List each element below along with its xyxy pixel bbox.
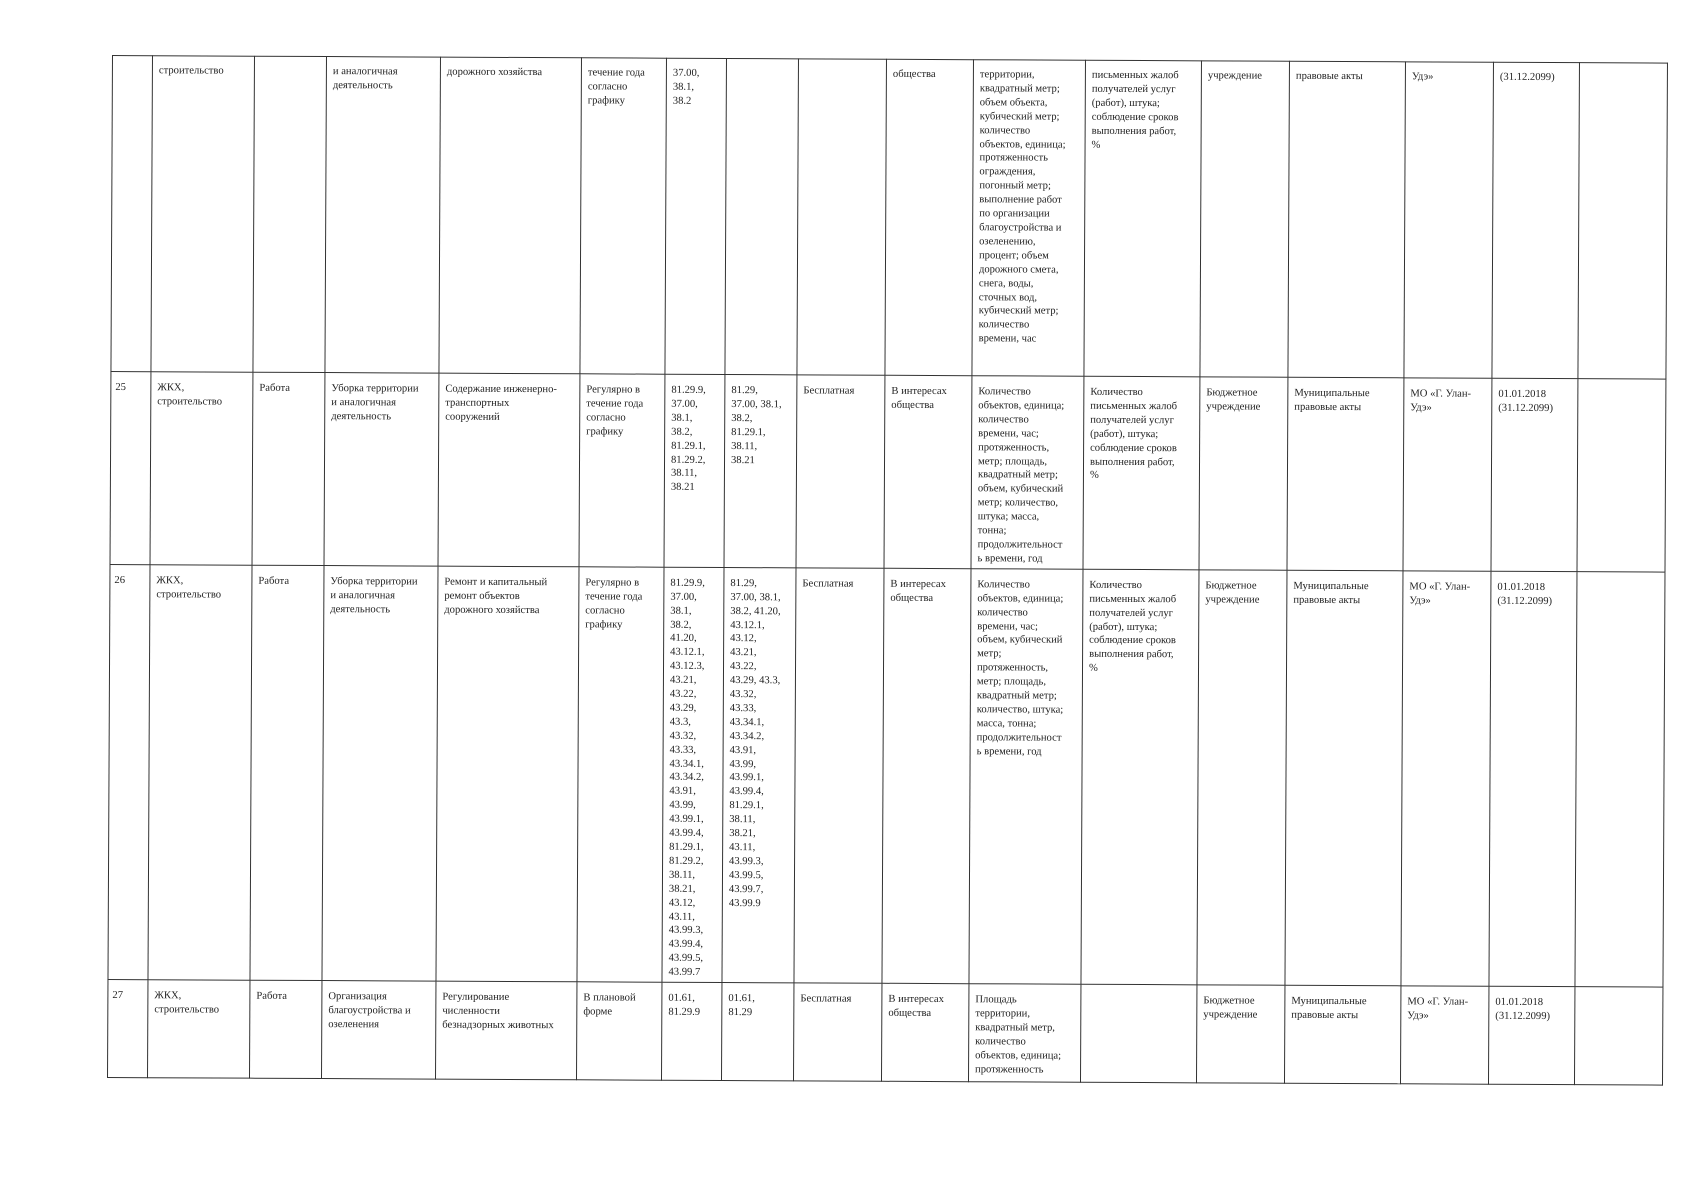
okved-cell: 01.61, 81.29.9	[661, 982, 721, 1080]
legal-basis-cell: правовые акты	[1288, 61, 1406, 378]
beneficiary-cell: В интересах общества	[884, 375, 972, 568]
services-register-table	[107, 55, 1668, 1086]
legal-basis-cell: Муниципальные правовые акты	[1285, 570, 1403, 986]
terms-cell: В плановой форме	[576, 982, 661, 1080]
extra-cell	[1578, 63, 1668, 379]
terms-cell: течение года согласно графику	[580, 58, 667, 374]
type-cell: Работа	[252, 372, 325, 565]
terms-cell: Регулярно в течение года согласно графику	[579, 374, 665, 567]
row-number-cell	[111, 56, 153, 372]
table-row	[111, 56, 1668, 380]
table-row	[108, 980, 1663, 1086]
beneficiary-cell: В интересах общества	[882, 568, 971, 984]
volume-indicators-cell: Площадь территории, квадратный метр, количество объектов, единица; протяженность	[968, 984, 1080, 1083]
sphere-cell: строительство	[151, 56, 255, 372]
sphere-cell: ЖКХ, строительство	[148, 980, 250, 1078]
okved-cell: 81.29.9, 37.00, 38.1, 38.2, 41.20, 43.12.1, 43.12.3, 43.21, 43.22, 43.29, 43.3, 43.32, 43.33, 43.34.1, 43.34.2, 43.91, 43.99, 43.99.1, 43.99.4, 81.29.1, 81.29.2, 38.11, 38.21, 43.12, 43.11, 43.99.3, 43.99.4, 43.99.5, 43.99.7	[662, 567, 724, 983]
type-cell: Работа	[250, 565, 324, 981]
activity-cell: Организация благоустройства и озеленения	[322, 981, 436, 1080]
activity-cell: Уборка территории и аналогичная деятельность	[324, 373, 439, 566]
row-number-cell: 27	[108, 980, 148, 1078]
terms-cell: Регулярно в течение года согласно графику	[577, 567, 664, 983]
institution-type-cell: Бюджетное учреждение	[1199, 377, 1288, 570]
institution-type-cell: Бюджетное учреждение	[1197, 570, 1287, 986]
table-row	[108, 564, 1665, 987]
extra-cell	[1575, 571, 1665, 987]
extra-cell	[1574, 987, 1662, 1085]
volume-indicators-cell: Количество объектов, единица; количество времени, час; объем, кубический метр; протяженность, метр; площадь, квадратный метр; количество, штука; масса, тонна; продолжительност ь времени, год	[969, 568, 1083, 984]
row-number-cell: 25	[110, 371, 151, 564]
payment-cell: Бесплатная	[794, 568, 884, 984]
founder-cell: МО «Г. Улан- Удэ»	[1401, 571, 1491, 987]
content-cell: Содержание инженерно- транспортных сооружений	[438, 373, 580, 566]
dates-cell: 01.01.2018 (31.12.2099)	[1489, 571, 1577, 987]
founder-cell: МО «Г. Улан- Удэ»	[1400, 986, 1488, 1084]
okpd-cell: 81.29, 37.00, 38.1, 38.2, 41.20, 43.12.1, 43.12, 43.21, 43.22, 43.29, 43.3, 43.32, 43.33, 43.34.1, 43.34.2, 43.91, 43.99, 43.99.1, 43.99.4, 81.29.1, 38.11, 38.21, 43.11, 43.99.3, 43.99.5, 43.99.7, 43.99.9	[722, 567, 796, 983]
type-cell: Работа	[250, 980, 322, 1078]
activity-cell: и аналогичная деятельность	[325, 57, 441, 374]
row-number-cell: 26	[108, 564, 150, 979]
content-cell: Ремонт и капитальный ремонт объектов дорожного хозяйства	[436, 566, 579, 982]
legal-basis-cell: Муниципальные правовые акты	[1284, 985, 1400, 1084]
founder-cell: МО «Г. Улан- Удэ»	[1403, 378, 1492, 571]
sphere-cell: ЖКХ, строительство	[148, 564, 252, 980]
okpd-cell: 81.29, 37.00, 38.1, 38.2, 81.29.1, 38.11, 38.21	[724, 374, 797, 567]
dates-cell: 01.01.2018 (31.12.2099)	[1488, 986, 1574, 1084]
beneficiary-cell: общества	[885, 59, 974, 375]
founder-cell: Удэ»	[1404, 62, 1494, 378]
activity-cell: Уборка территории и аналогичная деятельность	[322, 565, 438, 981]
volume-indicators-cell: территории, квадратный метр; объем объекта, кубический метр; количество объектов, единица; протяженность ограждения, погонный метр; выполнение работ по организации благоустройства и озеленению, процент; объем дорожного смета, снега, воды, сточных вод, кубический метр; количество времени, час	[972, 60, 1086, 377]
quality-indicators-cell: Количество письменных жалоб получателей услуг (работ), штука; соблюдение сроков выполнения работ, %	[1083, 376, 1200, 569]
dates-cell: 01.01.2018 (31.12.2099)	[1491, 378, 1578, 571]
okved-cell: 81.29.9, 37.00, 38.1, 38.2, 81.29.1, 81.29.2, 38.11, 38.21	[664, 374, 725, 567]
payment-cell	[797, 59, 887, 375]
okpd-cell: 01.61, 81.29	[721, 983, 793, 1081]
payment-cell: Бесплатная	[796, 375, 885, 568]
beneficiary-cell: В интересах общества	[881, 983, 968, 1081]
legal-basis-cell: Муниципальные правовые акты	[1287, 377, 1404, 570]
institution-type-cell: учреждение	[1200, 61, 1290, 377]
type-cell	[253, 56, 327, 372]
content-cell: Регулирование численности безнадзорных животных	[435, 981, 576, 1080]
okved-cell: 37.00, 38.1, 38.2	[665, 58, 727, 374]
okpd-cell	[725, 59, 799, 375]
sphere-cell: ЖКХ, строительство	[150, 372, 253, 565]
content-cell: дорожного хозяйства	[439, 57, 582, 374]
payment-cell: Бесплатная	[793, 983, 881, 1081]
dates-cell: (31.12.2099)	[1492, 62, 1580, 378]
extra-cell	[1577, 379, 1666, 572]
table-row	[110, 371, 1666, 571]
quality-indicators-cell: письменных жалоб получателей услуг (работ), штука; соблюдение сроков выполнения работ, %	[1084, 60, 1202, 377]
quality-indicators-cell	[1080, 984, 1196, 1083]
quality-indicators-cell: Количество письменных жалоб получателей услуг (работ), штука; соблюдение сроков выполнения работ, %	[1081, 569, 1199, 985]
institution-type-cell: Бюджетное учреждение	[1196, 985, 1284, 1083]
volume-indicators-cell: Количество объектов, единица; количество времени, час; протяженность, метр; площадь, квадратный метр; объем, кубический метр; количество, штука; масса, тонна; продолжительност ь времени, год	[971, 376, 1084, 569]
